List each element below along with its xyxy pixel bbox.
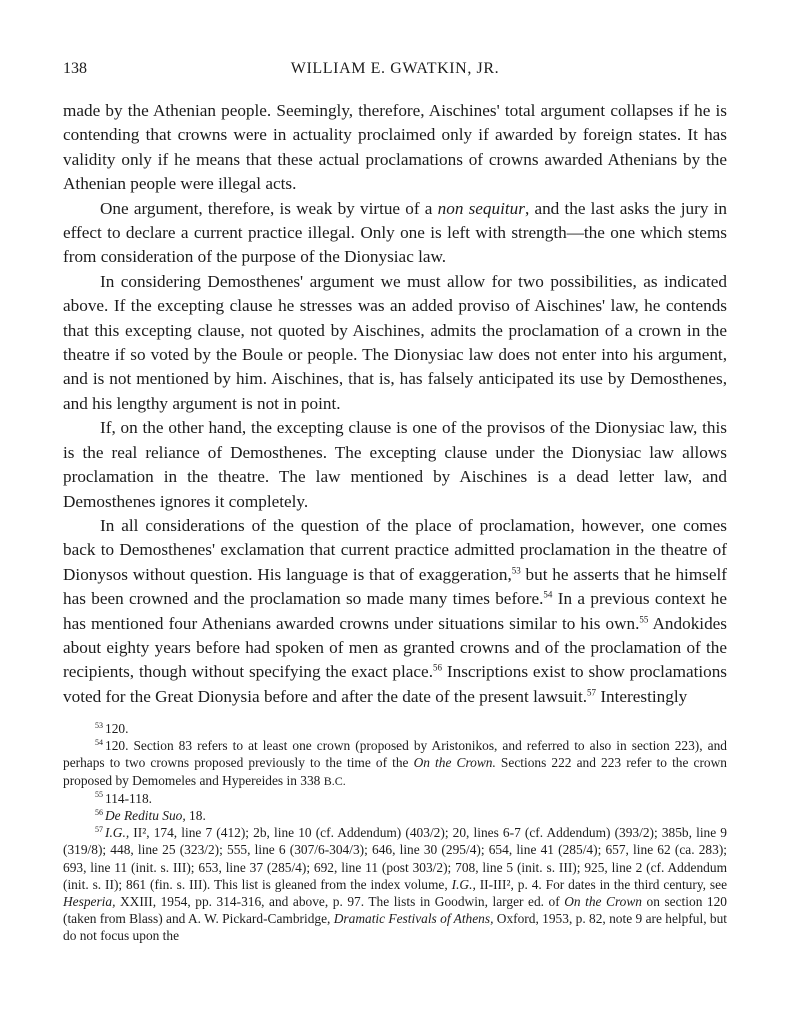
paragraph-5-text-f: Interestingly (600, 686, 688, 706)
footnote-54-text-b: Sections 222 and 223 refer to the crown proposed by Demomeles and Hypereides in 338 (63, 755, 727, 788)
footnotes (63, 720, 727, 945)
footnote-56-title: De Reditu Suo, (105, 808, 186, 824)
footnote-56 (63, 807, 727, 824)
page-number: 138 (63, 60, 87, 77)
footnote-54-title: On the Crown. (413, 755, 496, 771)
paragraph-5-text-b: but he asserts that he himself has been crowned and the proclamation so made many times before. (63, 564, 727, 609)
footnote-56-marker: 56 (95, 807, 103, 817)
emphasis-non-sequitur: non sequitur (437, 198, 525, 218)
footnote-55-marker: 55 (95, 790, 103, 800)
footnote-57-dramatic-festivals: Dramatic Festivals of Athens, (333, 911, 494, 927)
paragraph-3: In considering Demosthenes' argument we must allow for two possibilities, as indicated above. If the excepting clause he stresses was an added proviso of Aischines' law, he contends that this excepting clause, not quoted by Aischines, admits the proclamation of a crown in the theatre if so voted by the Boule or people. The Dionysiac law does not enter into his argument, and is not mentioned by him. Aischines, that is, has falsely anticipated its use by Demosthenes, and his lengthy argument is not in point. (63, 271, 727, 413)
footnote-ref-56[interactable]: 56 (433, 662, 442, 673)
footnote-56-text: 18. (185, 808, 206, 824)
footnote-57-text-b: II-III², p. 4. For dates in the third century, see (475, 876, 728, 892)
page-header (63, 60, 727, 86)
paragraph-2-text-a: One argument, therefore, is weak by virtue of a (100, 198, 438, 218)
footnote-57-ig-2: I.G., (451, 876, 476, 892)
running-head: WILLIAM E. GWATKIN, JR. (290, 60, 500, 77)
paragraph-2-text-c: , and the last asks the jury in effect to declare a current practice illegal. Only one is left with strength—the one which stems from consideration of the purpose of the Dionysiac law. (63, 198, 727, 267)
footnote-57-text-d: on section 120 (taken from Blass) and A. W. Pickard-Cambridge, (63, 894, 728, 927)
paragraph-2 (63, 197, 727, 270)
footnote-54-text-a: 120. Section 83 refers to at least one crown (proposed by Aristonikos, and referred to also in section 223), and perhaps to two crowns proposed previously to the time of the (63, 738, 727, 771)
footnote-ref-53[interactable]: 53 (511, 564, 521, 575)
footnote-57-ig: I.G., (105, 825, 130, 841)
body-text (63, 99, 727, 709)
paragraph-1: made by the Athenian people. Seemingly, therefore, Aischines' total argument collapses if he is contending that crowns were in actuality proclaimed only if awarded by foreign states. It has validity only if he means that these actual proclamations of crowns awarded Athenians by the Athenian people were illegal acts. (63, 101, 727, 194)
footnote-57-text-a: II², 174, line 7 (412); 2b, line 10 (cf. Addendum) (403/2); 20, lines 6-7 (cf. Addendum) (393/2); 385b, line 9 (319/8); 448, line 25 (323/2); 555, line 6 (307/6-304/3); 646, line 30 (295/4); 654, line 41 (285/4); 657, line 62 (ca. 283); 693, line 11 (init. s. III); 653, line 37 (285/4); 692, line 11 (post 303/2); 708, line 5 (init. s. III); 925, line 2 (cf. Addendum (init. s. II); 861 (fin. s. III). This list is gleaned from the index volume, (63, 825, 727, 892)
footnote-ref-54[interactable]: 54 (543, 589, 553, 600)
paragraph-5-text-e: Inscriptions exist to show proclamations voted for the Great Dionysia before and after the date of the present lawsuit. (63, 662, 727, 706)
footnote-55 (63, 790, 727, 807)
paragraph-5-text-a: In all considerations of the question of the place of proclamation, however, one comes back to Demosthenes' exclamation that current practice admitted proclamation in the theatre of Dionysos without question. His language is that of exaggeration, (63, 515, 727, 584)
footnote-55-text: 114-118. (105, 790, 152, 806)
footnote-53-text: 120. (105, 721, 129, 736)
paragraph-5 (63, 514, 727, 709)
footnote-57 (63, 824, 727, 944)
paragraph-5-text-d: Andokides about eighty years before had spoken of men as granted crowns and of the proclamation of the recipients, though without specifying the exact place. (63, 613, 727, 682)
footnote-ref-57[interactable]: 57 (587, 687, 597, 698)
footnote-57-hesperia: Hesperia, (63, 894, 116, 910)
footnote-54-marker: 54 (95, 737, 103, 747)
footnote-53-marker: 53 (95, 720, 103, 730)
footnote-ref-55[interactable]: 55 (639, 613, 649, 624)
paragraph-5-text-c: In a previous context he has mentioned four Athenians awarded crowns under situations similar to his own. (63, 589, 728, 633)
paragraph-4: If, on the other hand, the excepting clause is one of the provisos of the Dionysiac law, this is the real reliance of Demosthenes. The excepting clause under the Dionysiac law allows proclamation in the theatre. The law mentioned by Aischines is a dead letter law, and Demosthenes ignores it completely. (63, 418, 727, 511)
footnote-53 (63, 720, 727, 737)
footnote-57-text-e: Oxford, 1953, p. 82, note 9 are helpful, but do not focus upon the (63, 911, 727, 944)
footnote-54-era: B.C. (323, 773, 346, 788)
footnote-54 (63, 737, 727, 790)
footnote-57-on-the-crown: On the Crown (564, 894, 642, 910)
footnote-57-text-c: XXIII, 1954, pp. 314-316, and above, p. 97. The lists in Goodwin, larger ed. of (115, 894, 565, 910)
footnote-57-marker: 57 (95, 824, 103, 834)
